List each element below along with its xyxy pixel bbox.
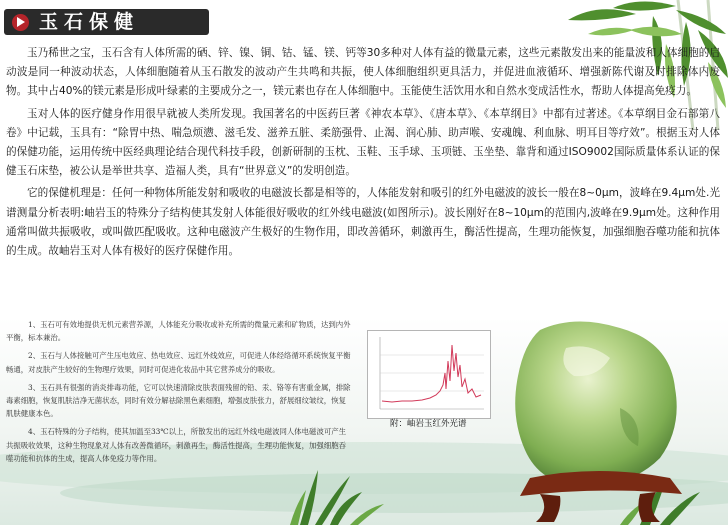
lower-section xyxy=(0,318,728,525)
page-title: 玉石保健 xyxy=(39,11,140,33)
section-title-bar xyxy=(4,9,209,35)
list-item: 4、玉石特殊的分子结构，使其加温至33℃以上，所散发出的远红外线电磁波同人体电磁波可产生共振吸收效果，这种生物现象对人体有改善微循环，刺激再生，酶活性提高，生理功能恢复，加强细胞吞噬功能和抗体的生成，提高人体免疫力等作用。 xyxy=(6,427,347,463)
paragraph-mechanism: 它的保健机理是：任何一种物体所能发射和吸收的电磁波长都是相等的，人体能发射和吸引的红外电磁波的波长一般在8~0μm，波峰在9.4μm处.光谱测量分析表明:岫岩玉的特殊分子结构使其发射人体能很好吸收的红外线电磁波(如图所示)。波长刚好在8~10μm的范围内,波峰在9.9μm处。这种作用通常叫做共振吸收，或叫做匹配吸收。这种电磁波产生极好的生物作用，即改善循环，刺激再生，酶活性提高，生理功能恢复，加强细胞吞噬功能和抗体的生成。故岫岩玉对人体有极好的医疗保健作用。 xyxy=(6,187,720,258)
play-arrow-icon xyxy=(12,14,29,31)
jade-stone-image xyxy=(470,318,728,525)
list-item: 1、玉石可有效地提供无机元素营养源，人体能充分吸收或补充所需的微量元素和矿物质，达到内外平衡，标本兼治。 xyxy=(6,320,351,343)
list-item: 3、玉石具有很强的消炎排毒功能，它可以快速清除皮肤表面残留的铅、汞、铬等有害重金属，排除毒素细胞，恢复肌肤洁净无菌状态，同时有效分解祛除黑色素细胞，增强皮肤张力，舒展细纹皱纹，恢复肌肤健康本色。 xyxy=(6,382,351,419)
infrared-spectrum-chart xyxy=(367,330,491,419)
paragraph-history: 玉对人体的医疗健身作用很早就被人类所发现。我国著名的中医药巨著《神农本草》、《唐本草》、《本草纲目》中都有过著述。《本草纲目金石部第八卷》中记载，玉具有：“除胃中热、喘急烦懑、滋毛发、滋养五脏、柔筋强骨、止渴、润心肺、助声喉、安魂魄、利血脉、明耳目等疗效”。根据玉对人体的保健功能，运用传统中医经典理论结合现代科技手段，创新研制的玉枕、玉鞋、玉手球、玉项链、玉坐垫、靠背和通过ISO9002国际质量体系认证的保健玉石床垫，被公认是举世共享、造福人类，具有“世界意义”的发明创造。 xyxy=(6,107,720,178)
main-text xyxy=(6,44,720,264)
benefit-list xyxy=(6,318,351,470)
spectrum-line xyxy=(382,345,481,402)
list-item: 2、玉石与人体接触可产生压电效应、热电效应、远红外线效应，可促进人体经络循环系统恢复平衡畅通，对皮肤产生较好的生物理疗效果，同时可促进化妆品中其它营养成分的吸收。 xyxy=(6,351,351,374)
chart-caption: 附：岫岩玉红外光谱 xyxy=(390,419,467,429)
paragraph-intro: 玉乃稀世之宝，玉石含有人体所需的硒、锌、镍、铜、钴、锰、镁、钙等30多种对人体有益的微量元素，这些元素散发出来的能量波和人体细胞的启动波是同一种波动状态，人体细胞随着从玉石散发的波动产生共鸣和共振，使人体细胞组织更具活力，并促进血液循环、增强新陈代谢及时排除体内废物。其中占40%的镁元素是形成叶绿素的主要成分之一，镁元素也存在人体细胞中。玉能使生活饮用水和自然水变成活性水，帮助人体提高免疫力。 xyxy=(6,47,720,98)
